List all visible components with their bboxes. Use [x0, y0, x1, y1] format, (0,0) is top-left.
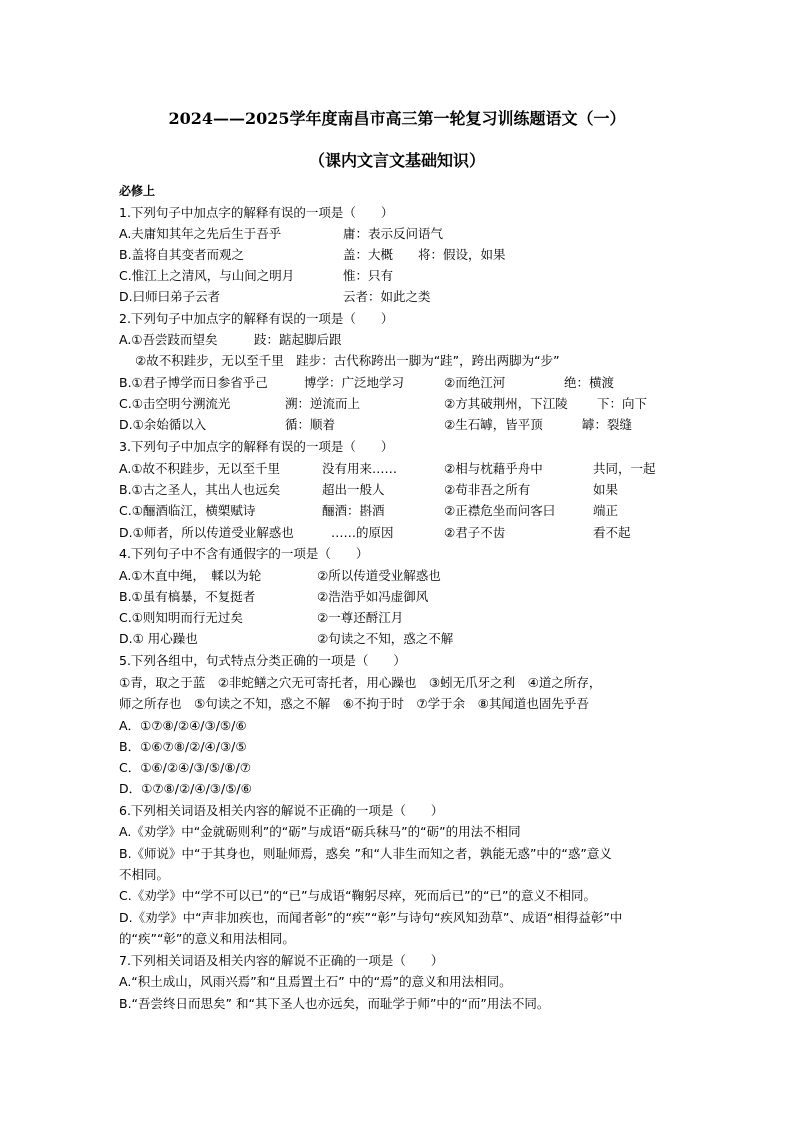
option-explanation: 下：向下 [597, 396, 648, 411]
question-6-stem: 6.下列相关词语及相关内容的解说不正确的一项是（ ） [119, 803, 444, 818]
option-explanation: 溯：逆流而上 [285, 396, 361, 411]
option-explanation: 共同，一起 [593, 461, 656, 476]
option-explanation: 没有用来…… [322, 461, 398, 476]
option-explanation: ……的原因 [331, 525, 394, 540]
question-5-option-c: C．①⑥/②④/③/⑤/⑧/⑦ [119, 760, 251, 775]
option-explanation: 看不起 [593, 525, 631, 540]
option-text: B.盖将自其变者而观之 [119, 247, 245, 262]
option-text: D.曰师曰弟子云者 [119, 289, 221, 304]
option-explanation: 绝：横渡 [564, 375, 615, 390]
question-6-option-d: D.《劝学》中“声非加疾也，而闻者彰”的“疾”“彰”与诗句“疾风知劲草”、成语“相得益彰”中 [119, 910, 623, 925]
question-6-option-b: B.《师说》中“于其身也，则耻师焉，惑矣 ”和“人非生而知之者，孰能无惑”中的“惑”意义 [119, 846, 612, 861]
option-explanation: 循：顺着 [285, 417, 336, 432]
option-explanation: 盖：大概 将：假设，如果 [343, 247, 506, 262]
option-text: B.①古之圣人，其出人也远矣 [119, 482, 281, 497]
question-6-option-d-continued: 的“疾”“彰”的意义和用法相同。 [119, 931, 295, 946]
option-text: ②君子不齿 [444, 525, 506, 540]
option-text: A.夫庸知其年之先后生于吾乎 [119, 226, 282, 241]
option-text: ②生石罅，皆平顶 [444, 417, 543, 432]
option-text: C.惟江上之清风，与山间之明月 [119, 268, 295, 283]
option-text: A.①木直中绳， 輮以为轮 [119, 568, 262, 583]
option-text: ②一尊还酹江月 [317, 610, 404, 625]
option-text: ②浩浩乎如冯虚御风 [317, 589, 429, 604]
option-text: ②故不积跬步，无以至千里 跬步：古代称跨出一脚为“跬”，跨出两脚为“步” [135, 353, 560, 368]
option-text: A.①吾尝跂而望矣 [119, 332, 218, 347]
option-text: B.①虽有槁暴，不复挺者 [119, 589, 256, 604]
option-text: B.①君子博学而日参省乎己 [119, 375, 268, 390]
option-explanation: 博学：广泛地学习 [304, 375, 405, 390]
option-text: C.①则知明而行无过矣 [119, 610, 243, 625]
option-text: C.①酾酒临江，横槊赋诗 [119, 503, 256, 518]
option-explanation: 酾酒：斟酒 [322, 503, 385, 518]
question-5-items-line-1: ①青，取之于蓝 ②非蛇鳝之穴无可寄托者，用心躁也 ③蚓无爪牙之利 ④道之所存， [119, 675, 602, 690]
question-4-stem: 4.下列句子中不含有通假字的一项是（ ） [119, 546, 369, 561]
question-5-option-a: A．①⑦⑧/②④/③/⑤/⑥ [119, 718, 247, 733]
option-explanation: 跂：踮起脚后跟 [254, 332, 342, 347]
question-6-option-b-continued: 不相同。 [119, 867, 170, 882]
option-explanation: 端正 [593, 503, 619, 518]
question-6-option-a: A.《劝学》中“金就砺则利”的“砺”与成语“砺兵秣马”的“砺”的用法不相同 [119, 824, 521, 839]
option-text: ②所以传道受业解惑也 [317, 568, 441, 583]
question-6-option-c: C.《劝学》中“学不可以已”的“已”与成语“鞠躬尽瘁，死而后已”的“已”的意义不相同。 [119, 888, 597, 903]
option-text: A.①故不积跬步，无以至千里 [119, 461, 281, 476]
option-explanation: 超出一般人 [322, 482, 385, 497]
option-explanation: 庸：表示反问语气 [343, 226, 444, 241]
option-text: D.①师者，所以传道受业解惑也 [119, 525, 294, 540]
page-title: 2024——2025学年度南昌市高三第一轮复习训练题语文（一） [168, 109, 626, 128]
question-5-items-line-2: 师之所存也 ⑤句读之不知，惑之不解 ⑥不拘于时 ⑦学于余 ⑧其闻道也固先乎吾 [119, 696, 589, 711]
question-5-option-b: B．①⑥⑦⑧/②/④/③/⑤ [119, 739, 247, 754]
option-text: C.①击空明兮溯流光 [119, 396, 231, 411]
option-text: D.① 用心躁也 [119, 631, 198, 646]
question-2-stem: 2.下列句子中加点字的解释有误的一项是（ ） [119, 311, 394, 326]
option-explanation: 罅：裂缝 [582, 417, 633, 432]
option-text: ②苟非吾之所有 [444, 482, 531, 497]
option-text: ②相与枕藉乎舟中 [444, 461, 543, 476]
option-text: ②正襟危坐而问客曰 [444, 503, 556, 518]
question-5-option-d: D．①⑦⑧/②/④/③/⑤/⑥ [119, 781, 252, 796]
question-7-option-b: B.“吾尝终日而思矣” 和“其下圣人也亦远矣，而耻学于师”中的“而”用法不同。 [119, 996, 550, 1011]
option-explanation: 云者：如此之类 [343, 289, 431, 304]
question-7-option-a: A.“积土成山，风雨兴焉”和“且焉置土石” 中的“焉”的意义和用法相同。 [119, 974, 512, 989]
page-subtitle: （课内文言文基础知识） [308, 151, 485, 170]
question-7-stem: 7.下列相关词语及相关内容的解说不正确的一项是（ ） [119, 953, 444, 968]
section-heading: 必修上 [119, 184, 156, 198]
option-text: D.①余始循以入 [119, 417, 207, 432]
question-3-stem: 3.下列句子中加点字的解释有误的一项是（ ） [119, 439, 394, 454]
option-explanation: 如果 [593, 482, 619, 497]
question-5-stem: 5.下列各组中，句式特点分类正确的一项是（ ） [119, 653, 406, 668]
option-text: ②而绝江河 [444, 375, 506, 390]
option-explanation: 惟：只有 [343, 268, 394, 283]
option-text: ②句读之不知，惑之不解 [317, 631, 454, 646]
option-text: ②方其破荆州，下江陵 [444, 396, 568, 411]
question-1-stem: 1.下列句子中加点字的解释有误的一项是（ ） [119, 205, 394, 220]
